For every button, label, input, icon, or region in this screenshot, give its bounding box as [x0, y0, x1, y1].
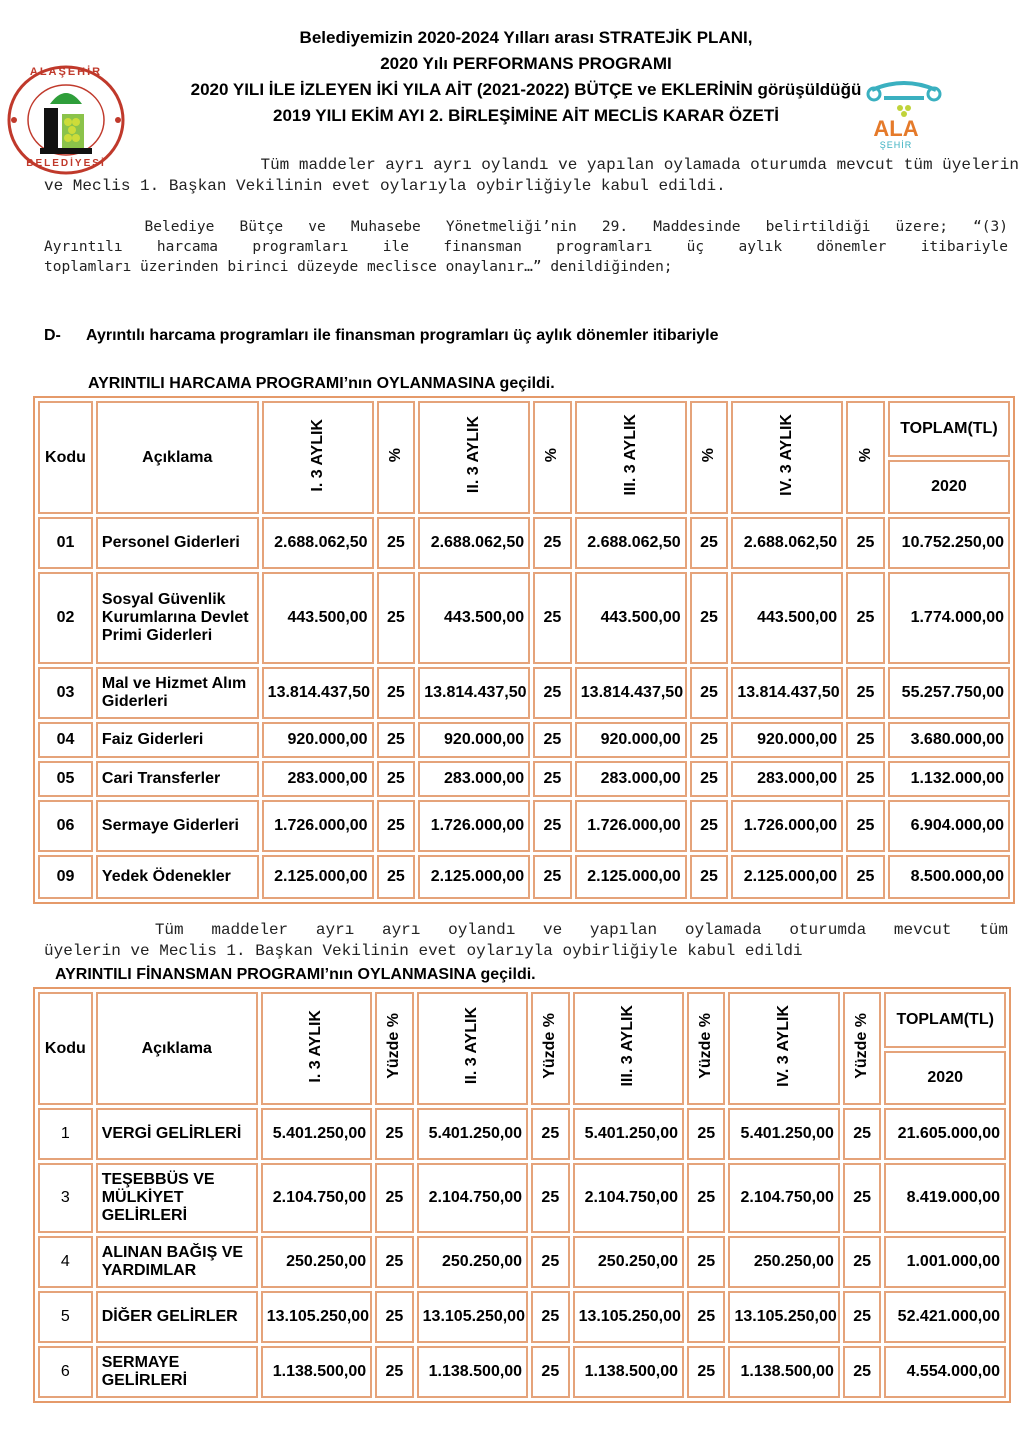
- q1-amount-cell: 250.250,00: [261, 1236, 372, 1288]
- q3-amount-cell: 1.726.000,00: [575, 800, 687, 852]
- brand-subtext: ŞEHİR: [879, 140, 913, 150]
- q4-percent-cell: 25: [846, 761, 885, 797]
- q1-amount-cell: 1.138.500,00: [261, 1346, 372, 1398]
- q2-amount-cell: 2.688.062,50: [418, 517, 530, 569]
- q3-percent-cell: 25: [690, 572, 729, 664]
- col-kodu-header: Kodu: [38, 992, 93, 1105]
- q2-percent-cell: 25: [533, 572, 572, 664]
- q3-percent-cell: 25: [687, 1108, 725, 1160]
- q2-amount-cell: 5.401.250,00: [417, 1108, 528, 1160]
- q1-percent-cell: 25: [377, 667, 416, 719]
- col-q3-header: III. 3 AYLIK: [575, 401, 687, 514]
- table-row: [38, 572, 1010, 664]
- header-line-2: 2020 Yılı PERFORMANS PROGRAMI: [380, 54, 672, 73]
- col-q2-header: II. 3 AYLIK: [417, 992, 528, 1105]
- aciklama-cell: VERGİ GELİRLERİ: [96, 1108, 258, 1160]
- q1-amount-cell: 13.814.437,50: [262, 667, 374, 719]
- harcama-table: [33, 396, 1015, 904]
- toplam-cell: 1.001.000,00: [884, 1236, 1006, 1288]
- q1-percent-cell: 25: [375, 1236, 413, 1288]
- intro-line-2: ve Meclis 1. Başkan Vekilinin evet oylarıyla oybirliğiyle kabul edildi.: [44, 177, 726, 195]
- q1-amount-cell: 2.688.062,50: [262, 517, 374, 569]
- aciklama-cell: TEŞEBBÜS VE MÜLKİYET GELİRLERİ: [96, 1163, 258, 1233]
- q3-amount-cell: 920.000,00: [575, 722, 687, 758]
- q1-percent-cell: 25: [377, 722, 416, 758]
- q1-percent-cell: 25: [377, 855, 416, 899]
- col-year-header: 2020: [888, 460, 1010, 514]
- intro-line-1: Tüm maddeler ayrı ayrı oylandı ve yapılan oylamada oturumda mevcut tüm üyelerin: [260, 156, 1019, 174]
- col-q1-header: I. 3 AYLIK: [262, 401, 374, 514]
- toplam-cell: 55.257.750,00: [888, 667, 1010, 719]
- table-row: [38, 761, 1010, 797]
- harcama-body: [38, 517, 1010, 899]
- toplam-cell: 1.132.000,00: [888, 761, 1010, 797]
- q4-amount-cell: 13.105.250,00: [728, 1291, 839, 1343]
- col-p4-header: %: [846, 401, 885, 514]
- q3-amount-cell: 443.500,00: [575, 572, 687, 664]
- regulation-line-2: Ayrıntılı harcama programları ile finansman programları üç aylık dönemler itibariyle: [44, 239, 1008, 255]
- brand-text: ALA: [873, 116, 919, 141]
- toplam-cell: 6.904.000,00: [888, 800, 1010, 852]
- q3-percent-cell: 25: [687, 1236, 725, 1288]
- q1-amount-cell: 5.401.250,00: [261, 1108, 372, 1160]
- seal-text-bottom: BELEDİYESİ: [26, 158, 106, 169]
- table-row: [38, 1346, 1006, 1398]
- q4-amount-cell: 5.401.250,00: [728, 1108, 839, 1160]
- q4-percent-cell: 25: [846, 855, 885, 899]
- q2-percent-cell: 25: [533, 517, 572, 569]
- q2-amount-cell: 250.250,00: [417, 1236, 528, 1288]
- q1-percent-cell: 25: [375, 1346, 413, 1398]
- table-row: [38, 855, 1010, 899]
- aciklama-cell: DİĞER GELİRLER: [96, 1291, 258, 1343]
- q1-percent-cell: 25: [375, 1163, 413, 1233]
- col-p1-header: %: [377, 401, 416, 514]
- regulation-line-3: toplamları üzerinden birinci düzeyde meclisce onaylanır…” denildiğinden;: [44, 259, 673, 275]
- middle-line-1: Tüm maddeler ayrı ayrı oylandı ve yapılan oylamada oturumda mevcut tüm: [44, 921, 1008, 939]
- harcama-title: AYRINTILI HARCAMA PROGRAMI’nın OYLANMASINA geçildi.: [88, 375, 555, 392]
- q2-amount-cell: 1.726.000,00: [418, 800, 530, 852]
- q2-percent-cell: 25: [531, 1236, 569, 1288]
- col-q3-header: III. 3 AYLIK: [573, 992, 684, 1105]
- header-line-1: Belediyemizin 2020-2024 Yılları arası STRATEJİK PLANI,: [299, 28, 753, 47]
- table-row: [38, 1236, 1006, 1288]
- q2-percent-cell: 25: [531, 1346, 569, 1398]
- col-year-header: 2020: [884, 1051, 1006, 1105]
- q2-amount-cell: 2.104.750,00: [417, 1163, 528, 1233]
- kod-cell: 1: [38, 1108, 93, 1160]
- q4-percent-cell: 25: [846, 667, 885, 719]
- q1-amount-cell: 13.105.250,00: [261, 1291, 372, 1343]
- toplam-cell: 4.554.000,00: [884, 1346, 1006, 1398]
- header-line-3: 2020 YILI İLE İZLEYEN İKİ YILA AİT (2021-2022) BÜTÇE ve EKLERİNİN görüşüldüğü: [190, 80, 862, 99]
- table-row: [38, 517, 1010, 569]
- q2-amount-cell: 13.814.437,50: [418, 667, 530, 719]
- q2-percent-cell: 25: [533, 722, 572, 758]
- aciklama-cell: Yedek Ödenekler: [96, 855, 259, 899]
- q1-percent-cell: 25: [377, 572, 416, 664]
- q4-percent-cell: 25: [843, 1108, 881, 1160]
- q1-amount-cell: 2.125.000,00: [262, 855, 374, 899]
- q2-amount-cell: 2.125.000,00: [418, 855, 530, 899]
- q4-amount-cell: 2.125.000,00: [731, 855, 843, 899]
- q3-amount-cell: 1.138.500,00: [573, 1346, 684, 1398]
- aciklama-cell: Sosyal Güvenlik Kurumlarına Devlet Primi Giderleri: [96, 572, 259, 664]
- q1-amount-cell: 1.726.000,00: [262, 800, 374, 852]
- col-q4-header: IV. 3 AYLIK: [731, 401, 843, 514]
- q3-amount-cell: 250.250,00: [573, 1236, 684, 1288]
- kod-cell: 05: [38, 761, 93, 797]
- table-row: [38, 1163, 1006, 1233]
- section-d-prefix: D-: [44, 327, 61, 344]
- col-p2-header: %: [533, 401, 572, 514]
- table-row: [38, 1108, 1006, 1160]
- q4-amount-cell: 13.814.437,50: [731, 667, 843, 719]
- q4-amount-cell: 2.688.062,50: [731, 517, 843, 569]
- col-p3-header: Yüzde %: [687, 992, 725, 1105]
- col-q2-header: II. 3 AYLIK: [418, 401, 530, 514]
- city-brand-logo: [864, 80, 944, 160]
- kod-cell: 6: [38, 1346, 93, 1398]
- table-row: [38, 722, 1010, 758]
- col-aciklama-header: Açıklama: [96, 401, 259, 514]
- q3-percent-cell: 25: [687, 1346, 725, 1398]
- col-toplam-header: TOPLAM(TL): [884, 992, 1006, 1048]
- q4-amount-cell: 1.726.000,00: [731, 800, 843, 852]
- col-q4-header: IV. 3 AYLIK: [728, 992, 839, 1105]
- col-p3-header: %: [690, 401, 729, 514]
- q2-amount-cell: 1.138.500,00: [417, 1346, 528, 1398]
- regulation-line-1: Belediye Bütçe ve Muhasebe Yönetmeliği’nin 29. Maddesinde belirtildiği üzere; “(3): [44, 219, 1008, 235]
- kod-cell: 01: [38, 517, 93, 569]
- col-q1-header: I. 3 AYLIK: [261, 992, 372, 1105]
- header-line-4: 2019 YILI EKİM AYI 2. BİRLEŞİMİNE AİT MECLİS KARAR ÖZETİ: [273, 106, 779, 125]
- table-row: [38, 1291, 1006, 1343]
- toplam-cell: 3.680.000,00: [888, 722, 1010, 758]
- q3-amount-cell: 2.104.750,00: [573, 1163, 684, 1233]
- q2-amount-cell: 443.500,00: [418, 572, 530, 664]
- seal-text-top: ALAŞEHİR: [29, 66, 103, 78]
- q3-amount-cell: 2.125.000,00: [575, 855, 687, 899]
- q4-amount-cell: 920.000,00: [731, 722, 843, 758]
- q3-percent-cell: 25: [690, 722, 729, 758]
- kod-cell: 02: [38, 572, 93, 664]
- q3-percent-cell: 25: [687, 1163, 725, 1233]
- q2-percent-cell: 25: [531, 1108, 569, 1160]
- q3-percent-cell: 25: [690, 517, 729, 569]
- col-aciklama-header: Açıklama: [96, 992, 258, 1105]
- q3-amount-cell: 283.000,00: [575, 761, 687, 797]
- q4-percent-cell: 25: [843, 1291, 881, 1343]
- toplam-cell: 1.774.000,00: [888, 572, 1010, 664]
- finansman-title: AYRINTILI FİNANSMAN PROGRAMI’nın OYLANMASINA geçildi.: [55, 966, 536, 983]
- q3-amount-cell: 13.814.437,50: [575, 667, 687, 719]
- q1-percent-cell: 25: [377, 517, 416, 569]
- kod-cell: 3: [38, 1163, 93, 1233]
- q4-percent-cell: 25: [846, 517, 885, 569]
- table-row: [38, 667, 1010, 719]
- q4-percent-cell: 25: [843, 1346, 881, 1398]
- q1-amount-cell: 283.000,00: [262, 761, 374, 797]
- q1-percent-cell: 25: [375, 1108, 413, 1160]
- toplam-cell: 52.421.000,00: [884, 1291, 1006, 1343]
- q2-percent-cell: 25: [531, 1163, 569, 1233]
- q1-percent-cell: 25: [375, 1291, 413, 1343]
- q4-percent-cell: 25: [846, 722, 885, 758]
- q3-percent-cell: 25: [690, 800, 729, 852]
- kod-cell: 03: [38, 667, 93, 719]
- q3-percent-cell: 25: [687, 1291, 725, 1343]
- toplam-cell: 10.752.250,00: [888, 517, 1010, 569]
- col-p4-header: Yüzde %: [843, 992, 881, 1105]
- q3-amount-cell: 13.105.250,00: [573, 1291, 684, 1343]
- kod-cell: 09: [38, 855, 93, 899]
- kod-cell: 4: [38, 1236, 93, 1288]
- aciklama-cell: Cari Transferler: [96, 761, 259, 797]
- finansman-body: [38, 1108, 1006, 1398]
- q4-amount-cell: 443.500,00: [731, 572, 843, 664]
- q4-amount-cell: 250.250,00: [728, 1236, 839, 1288]
- q1-percent-cell: 25: [377, 800, 416, 852]
- finansman-table: [33, 987, 1011, 1403]
- q2-percent-cell: 25: [533, 855, 572, 899]
- col-p1-header: Yüzde %: [375, 992, 413, 1105]
- q4-percent-cell: 25: [846, 572, 885, 664]
- q4-amount-cell: 1.138.500,00: [728, 1346, 839, 1398]
- q1-amount-cell: 443.500,00: [262, 572, 374, 664]
- col-kodu-header: Kodu: [38, 401, 93, 514]
- q4-amount-cell: 283.000,00: [731, 761, 843, 797]
- aciklama-cell: SERMAYE GELİRLERİ: [96, 1346, 258, 1398]
- q3-percent-cell: 25: [690, 855, 729, 899]
- q2-percent-cell: 25: [533, 667, 572, 719]
- middle-line-2: üyelerin ve Meclis 1. Başkan Vekilinin evet oylarıyla oybirliğiyle kabul edildi: [44, 942, 803, 960]
- toplam-cell: 21.605.000,00: [884, 1108, 1006, 1160]
- section-d-text: Ayrıntılı harcama programları ile finansman programları üç aylık dönemler itibariyle: [86, 327, 719, 344]
- q3-amount-cell: 5.401.250,00: [573, 1108, 684, 1160]
- kod-cell: 06: [38, 800, 93, 852]
- q2-percent-cell: 25: [531, 1291, 569, 1343]
- q2-amount-cell: 920.000,00: [418, 722, 530, 758]
- table-row: [38, 800, 1010, 852]
- q3-amount-cell: 2.688.062,50: [575, 517, 687, 569]
- toplam-cell: 8.500.000,00: [888, 855, 1010, 899]
- q2-percent-cell: 25: [533, 800, 572, 852]
- q3-percent-cell: 25: [690, 667, 729, 719]
- aciklama-cell: Personel Giderleri: [96, 517, 259, 569]
- q2-amount-cell: 13.105.250,00: [417, 1291, 528, 1343]
- q1-amount-cell: 920.000,00: [262, 722, 374, 758]
- aciklama-cell: Mal ve Hizmet Alım Giderleri: [96, 667, 259, 719]
- aciklama-cell: Sermaye Giderleri: [96, 800, 259, 852]
- aciklama-cell: Faiz Giderleri: [96, 722, 259, 758]
- q4-amount-cell: 2.104.750,00: [728, 1163, 839, 1233]
- q4-percent-cell: 25: [843, 1236, 881, 1288]
- aciklama-cell: ALINAN BAĞIŞ VE YARDIMLAR: [96, 1236, 258, 1288]
- kod-cell: 04: [38, 722, 93, 758]
- q4-percent-cell: 25: [843, 1163, 881, 1233]
- kod-cell: 5: [38, 1291, 93, 1343]
- col-toplam-header: TOPLAM(TL): [888, 401, 1010, 457]
- q3-percent-cell: 25: [690, 761, 729, 797]
- q4-percent-cell: 25: [846, 800, 885, 852]
- q2-amount-cell: 283.000,00: [418, 761, 530, 797]
- q1-percent-cell: 25: [377, 761, 416, 797]
- toplam-cell: 8.419.000,00: [884, 1163, 1006, 1233]
- q2-percent-cell: 25: [533, 761, 572, 797]
- q1-amount-cell: 2.104.750,00: [261, 1163, 372, 1233]
- col-p2-header: Yüzde %: [531, 992, 569, 1105]
